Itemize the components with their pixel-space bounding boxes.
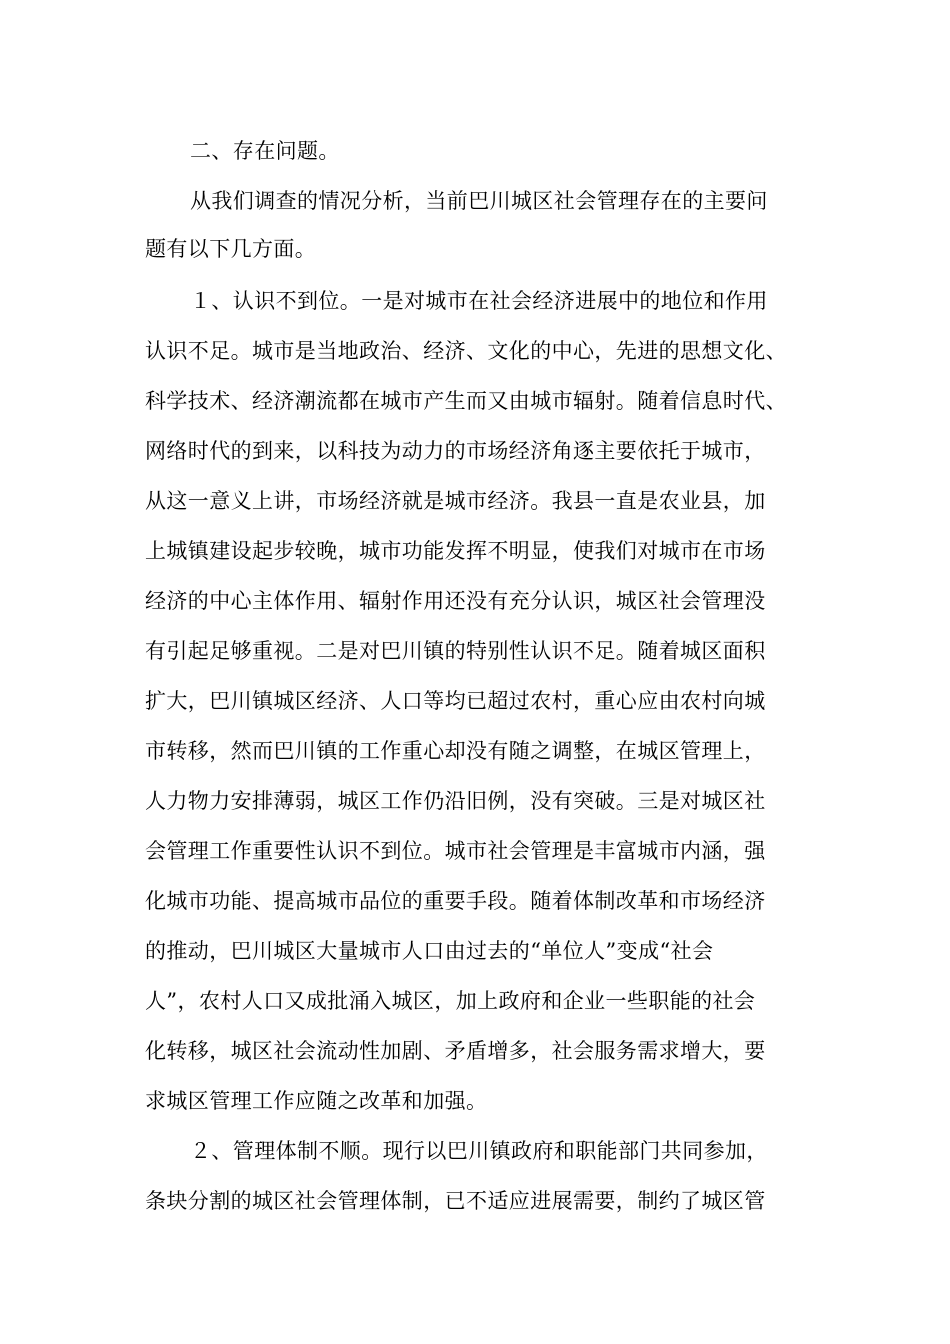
paragraph-line: 扩大，巴川镇城区经济、人口等均已超过农村，重心应由农村向城 xyxy=(145,689,766,713)
paragraph-line: 市转移，然而巴川镇的工作重心却没有随之调整，在城区管理上， xyxy=(145,739,766,763)
section-heading: 二、存在问题。 xyxy=(190,139,340,163)
paragraph-line: 人力物力安排薄弱，城区工作仍沿旧例，没有突破。三是对城区社 xyxy=(145,789,766,813)
paragraph-line: 从这一意义上讲，市场经济就是城市经济。我县一直是农业县，加 xyxy=(145,489,766,513)
paragraph-line: 从我们调查的情况分析，当前巴川城区社会管理存在的主要问 xyxy=(190,189,768,213)
paragraph-line: 经济的中心主体作用、辐射作用还没有充分认识，城区社会管理没 xyxy=(145,589,766,613)
paragraph-line: 科学技术、经济潮流都在城市产生而又由城市辐射。随着信息时代、 xyxy=(145,389,787,413)
paragraph-line: 网络时代的到来，以科技为动力的市场经济角逐主要依托于城市， xyxy=(145,439,766,463)
paragraph-line: 化转移，城区社会流动性加剧、矛盾增多，社会服务需求增大，要 xyxy=(145,1039,766,1063)
paragraph-line: 题有以下几方面。 xyxy=(145,237,317,261)
paragraph-line: 认识不足。城市是当地政治、经济、文化的中心，先进的思想文化、 xyxy=(145,339,787,363)
paragraph-line: １、认识不到位。一是对城市在社会经济进展中的地位和作用 xyxy=(190,289,768,313)
paragraph-line: 上城镇建设起步较晚，城市功能发挥不明显，使我们对城市在市场 xyxy=(145,539,766,563)
paragraph-line: 会管理工作重要性认识不到位。城市社会管理是丰富城市内涵，强 xyxy=(145,839,766,863)
paragraph-line: 求城区管理工作应随之改革和加强。 xyxy=(145,1089,488,1113)
paragraph-line: 化城市功能、提高城市品位的重要手段。随着体制改革和市场经济 xyxy=(145,889,766,913)
paragraph-line: 人”，农村人口又成批涌入城区，加上政府和企业一些职能的社会 xyxy=(145,989,756,1013)
paragraph-line: 条块分割的城区社会管理体制，已不适应进展需要，制约了城区管 xyxy=(145,1189,766,1213)
paragraph-line: 的推动，巴川城区大量城市人口由过去的“单位人”变成“社会 xyxy=(145,939,714,963)
paragraph-line: ２、管理体制不顺。现行以巴川镇政府和职能部门共同参加， xyxy=(190,1139,768,1163)
paragraph-line: 有引起足够重视。二是对巴川镇的特别性认识不足。随着城区面积 xyxy=(145,639,766,663)
